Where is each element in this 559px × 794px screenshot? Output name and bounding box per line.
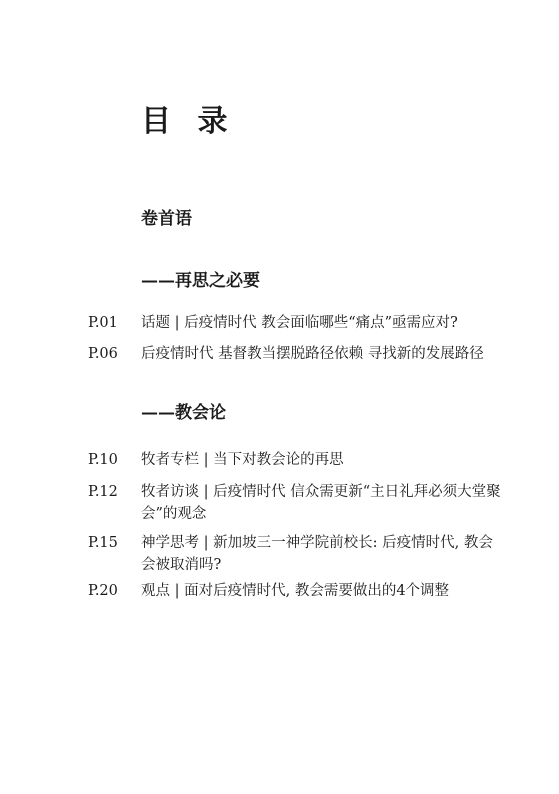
- toc-entry-title: 神学思考 | 新加坡三一神学院前校长: 后疫情时代, 教会会被取消吗?: [141, 535, 493, 573]
- section-heading-ecclesiology: ——教会论: [141, 403, 226, 423]
- toc-page-number: P.20: [88, 583, 118, 599]
- toc-page-number: P.12: [88, 484, 118, 500]
- toc-page-number: P.06: [88, 346, 118, 362]
- toc-entry-title: 话题 | 后疫情时代 教会面临哪些“痛点”亟需应对?: [141, 315, 458, 331]
- toc-page-number: P.01: [88, 315, 118, 331]
- toc-entry-title: 牧者访谈 | 后疫情时代 信众需更新“主日礼拜必须大堂聚会”的观念: [141, 484, 501, 522]
- toc-entry-title: 后疫情时代 基督教当摆脱路径依赖 寻找新的发展路径: [141, 346, 484, 362]
- toc-entry-title: 牧者专栏 | 当下对教会论的再思: [141, 452, 344, 468]
- toc-entry-title: 观点 | 面对后疫情时代, 教会需要做出的4个调整: [141, 583, 450, 599]
- toc-page-number: P.15: [88, 535, 118, 551]
- preface-heading: 卷首语: [141, 209, 192, 229]
- toc-page-number: P.10: [88, 452, 118, 468]
- page-title: 目 录: [141, 104, 236, 139]
- section-heading-rethink: ——再思之必要: [141, 271, 260, 291]
